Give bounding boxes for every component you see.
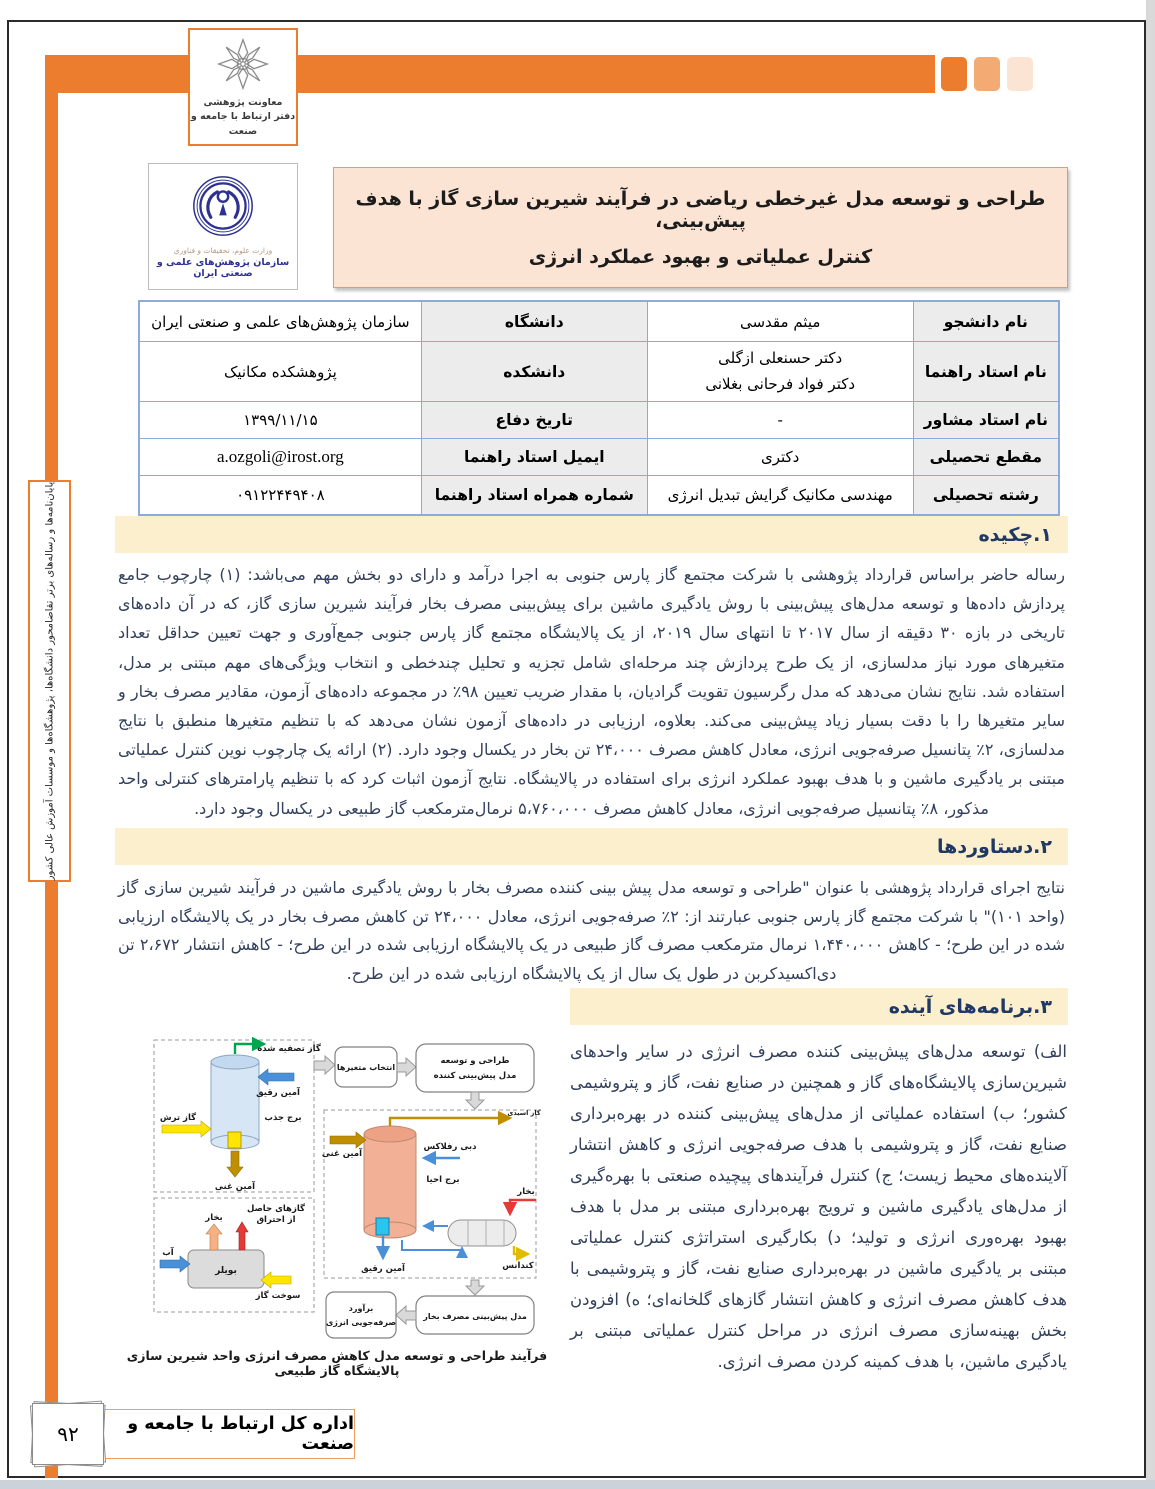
advisor-email: a.ozgoli@irost.org <box>216 447 344 466</box>
lean-amine-arrow <box>258 1069 294 1085</box>
table-label: نام استاد مشاور <box>913 402 1058 438</box>
dept-logo-line2: دفتر ارتباط با جامعه و صنعت <box>190 111 296 137</box>
table-value: مهندسی مکانیک گرایش تبدیل انرژی <box>647 476 913 514</box>
department-logo-box <box>188 28 298 146</box>
header-accent-bar <box>45 55 935 93</box>
figure-label-flue-gas-2: از احتراق <box>256 1215 296 1225</box>
figure-label-predict-model: مدل پیش‌بینی مصرف بخار <box>423 1312 527 1321</box>
achievements-text: نتایج اجرای قرارداد پژوهشی با عنوان "طراحی و توسعه مدل پیش بینی کننده مصرف بخار با روش یادگیری ماشین در فرآیند شیرین سازی گاز (واحد ۱۰۱)" با شرکت مجتمع گاز پارس جنوبی عبارتند از: ۲٪ صرفه‌جویی انرژی، معادل ۲۴،۰۰۰ تن کاهش مصرف بخار در یک پالایشگاه ارزیابی شده در این طرح؛ - کاهش ۱،۴۴۰،۰۰۰ نرمال مترمکعب مصرف گاز طبیعی در یک پالایشگاه ارزیابی شده در این طرح؛ - کاهش انتشار ۲،۶۷۲ تن دی‌اکسیدکربن در طول یک سال از یک پالایشگاه ارزیابی شده در این طرح. <box>118 878 1066 983</box>
footer-office-label: اداره کل ارتباط با جامعه و صنعت <box>103 1409 355 1459</box>
figure-label-estimate-1: برآورد <box>348 1304 374 1313</box>
table-value: پژوهشکده مکانیک <box>223 362 337 381</box>
dept-emblem-icon <box>215 77 271 96</box>
page-number-box <box>32 1403 104 1465</box>
figure-label-flue-gas-1: گازهای حاصل <box>247 1204 305 1214</box>
table-value: - <box>647 402 913 438</box>
thesis-title-block <box>333 167 1068 288</box>
future-plans-text: الف) توسعه مدل‌های پیش‌بینی کننده مصرف انرژی در سایر واحدهای شیرین‌سازی پالایشگاه‌های گاز و همچنین در صنایع نفت، گاز و پتروشیمی کشور؛ ب) استفاده عملیاتی از مدل‌های پیش‌بینی کننده در بهره‌برداری صنایع نفت، گاز و پتروشیمی با هدف صرفه‌جویی انرژی و کاهش انتشار آلاینده‌های محیط زیست؛ ج) کنترل فرآیندهای پیچیده صنعتی با بهره‌گیری از مدل‌های یادگیری ماشین و ترویج بهره‌برداری مبتنی بر مدل با هدف بهبود بهره‌وری انرژی و تولید؛ د) بکارگیری استراتژی کنترل عملیاتی مبتنی بر یادگیری ماشین در بهره‌برداری صنایع نفت، گاز و پتروشیمی با هدف کاهش مصرف انرژی و کاهش انتشار گازهای گلخانه‌ای؛ ه) افزودن بخش بهینه‌سازی مصرف انرژی در مراحل کنترل عملیاتی مبتنی بر یادگیری ماشین، با هدف کمینه کردن مصرف انرژی. <box>570 1042 1067 1371</box>
reboiler-vessel <box>448 1220 516 1246</box>
design-model-box <box>416 1044 534 1092</box>
dept-logo-line1: معاونت پژوهشی <box>203 97 283 108</box>
flow-arrow <box>397 1058 416 1076</box>
info-table <box>138 300 1060 516</box>
estimate-savings-box <box>326 1292 396 1338</box>
table-row <box>140 302 1058 342</box>
figure-label-steam-reg: بخار <box>517 1187 535 1197</box>
table-value: ۱۳۹۹/۱۱/۱۵ <box>243 411 318 429</box>
org-logo-line2: سازمان پژوهش‌های علمی و صنعتی ایران <box>156 257 290 279</box>
accent-square-2 <box>974 57 1000 91</box>
table-label: رشته تحصیلی <box>913 476 1058 514</box>
figure-label-rich-amine-reg: آمین غنی <box>321 1149 363 1159</box>
regenerator-valve <box>376 1218 389 1235</box>
figure-label-lean-amine: آمین رقیق <box>256 1088 300 1098</box>
absorber-column <box>211 1055 259 1149</box>
figure-label-lean-amine-reg: آمین رقیق <box>361 1264 405 1274</box>
figure-label-treated-gas: گاز تصفیه شده <box>257 1044 321 1054</box>
flow-arrow <box>396 1306 416 1324</box>
regenerator-column <box>364 1126 416 1238</box>
figure-label-absorber: برج جذب <box>264 1113 302 1123</box>
water-arrow <box>160 1256 190 1272</box>
steam-reg-arrow <box>510 1200 536 1214</box>
figure-label-rich-amine: آمین غنی <box>214 1182 256 1192</box>
figure-label-sour-gas: گاز ترش <box>159 1113 197 1123</box>
accent-square-3 <box>1007 57 1033 91</box>
sidebar-vertical-text: پایان‌نامه‌ها و رساله‌های برتر تقاضامحور دانشگاه‌ها، پژوهشگاه‌ها و موسسات آموزش عالی کشور <box>44 481 55 881</box>
table-row <box>140 439 1058 476</box>
org-logo-line1: وزارت علوم، تحقیقات و فناوری <box>173 246 273 255</box>
rich-amine-arrow <box>227 1151 243 1177</box>
figure-label-design-2: مدل پیش‌بینی کننده <box>433 1071 517 1081</box>
acid-gas-arrow <box>390 1118 510 1126</box>
fuel-gas-arrow <box>261 1272 291 1288</box>
table-value: سازمان پژوهش‌های علمی و صنعتی ایران <box>151 312 410 331</box>
table-label: ایمیل استاد راهنما <box>421 439 647 475</box>
boiler-steam-arrow <box>206 1224 222 1250</box>
table-row <box>140 476 1058 514</box>
advisor-phone: ۰۹۱۲۲۴۴۹۴۰۸ <box>236 486 325 504</box>
figure-label-select-vars: انتخاب متغیرها <box>336 1063 396 1072</box>
flow-arrow <box>314 1056 335 1074</box>
flue-gas-arrow <box>236 1222 248 1250</box>
table-label: نام استاد راهنما <box>913 342 1058 401</box>
table-label: دانشکده <box>421 342 647 401</box>
figure-label-boiler: بویلر <box>215 1266 237 1276</box>
figure-caption: فرآیند طراحی و توسعه مدل کاهش مصرف انرژی واحد شیرین سازی پالایشگاه گاز طبیعی <box>126 1348 548 1378</box>
absorber-valve <box>228 1132 241 1148</box>
table-value: دکتری <box>647 439 913 475</box>
section-heading-achievements: ۲.دستاوردها <box>115 828 1068 865</box>
rich-amine-reg-arrow <box>330 1132 366 1148</box>
section-heading-abstract: ۱.چکیده <box>115 516 1068 553</box>
accent-square-1 <box>941 57 967 91</box>
table-row <box>140 342 1058 402</box>
figure-label-water: آب <box>162 1248 174 1258</box>
abstract-text: رساله حاضر براساس قرارداد پژوهشی با شرکت مجتمع گاز پارس جنوبی به اجرا درآمد و دارای دو بخش مهم می‌باشد: (۱) چارچوب جامع پردازش داده‌ها و توسعه مدل‌های پیش‌بینی با روش یادگیری ماشین برای پیش‌بینی مصرف بخار فرآیند شیرین سازی گاز، که در آن داده‌های تاریخی در بازه ۳۰ دقیقه از سال ۲۰۱۷ تا انتهای سال ۲۰۱۹، از یک پالایشگاه مجتمع گاز پارس جنوبی جمع‌آوری و جهت تعیین حداقل تعداد متغیرهای مورد نیاز مدلسازی، از یک طرح پردازش چند مرحله‌ای شامل تجزیه و تحلیل چندخطی و انتخاب ویژگی‌های مهم مبتنی بر مدل، استفاده شد. نتایج نشان می‌دهد که مدل رگرسیون تقویت گرادیان، با مقدار ضریب تعیین ۹۸٪ در مجموعه داده‌های آزمون، مقادیر مصرف بخار و سایر متغیرها را با دقت بسیار زیاد پیش‌بینی می‌کند. بعلاوه، ارزیابی در داده‌های آزمون نشان می‌دهد که با تنظیم متغیرها منطبق با نتایج مدلسازی، ۲٪ پتانسیل صرفه‌جویی انرژی، معادل کاهش مصرف ۲۴،۰۰۰ تن بخار در یکسال وجود دارد. (۲) ارائه یک چارچوب نوین کنترل عملیاتی مبتنی بر یادگیری ماشین و با هدف بهبود عملکرد انرژی برای استفاده در پالایشگاه. نتایج آزمون اثبات کرد که با تنظیم پارامترهای کنترلی واحد مذکور، ۸٪ پتانسیل صرفه‌جویی انرژی، معادل کاهش مصرف ۵،۷۶۰،۰۰۰ نرمال‌مترمکعب گاز طبیعی در یکسال وجود دارد. <box>118 565 1066 818</box>
page-edge-bottom <box>0 1480 1155 1489</box>
table-label: مقطع تحصیلی <box>913 439 1058 475</box>
flow-arrow <box>466 1280 484 1295</box>
figure-label-boiler-steam: بخار <box>205 1213 223 1223</box>
table-label: شماره همراه استاد راهنما <box>421 476 647 514</box>
figure-label-regenerator: برج احیا <box>426 1175 460 1185</box>
figure-label-design-1: طراحی و توسعه <box>440 1056 510 1066</box>
advisor-name-2: دکتر فواد فرحانی بغلانی <box>705 374 856 393</box>
figure-label-acid-gas: گاز اسیدی <box>507 1109 541 1117</box>
thesis-title-line2: کنترل عملیاتی و بهبود عملکرد انرژی <box>528 245 873 268</box>
advisor-name-1: دکتر حسنعلی ازگلی <box>718 349 843 367</box>
figure-label-fuel-gas: سوخت گاز <box>255 1291 301 1301</box>
page-edge-right <box>1146 0 1155 1489</box>
org-logo-box <box>148 163 298 290</box>
table-label: نام دانشجو <box>913 302 1058 341</box>
page-number: ۹۲ <box>32 1403 104 1465</box>
figure-label-reflux: دبی رفلاکس <box>423 1142 477 1152</box>
figure-label-condensate: کندانس <box>502 1261 534 1271</box>
sour-gas-arrow <box>162 1121 211 1137</box>
table-label: دانشگاه <box>421 302 647 341</box>
table-row <box>140 402 1058 439</box>
process-figure <box>126 1032 548 1378</box>
condensate-arrow <box>514 1246 528 1254</box>
table-label: تاریخ دفاع <box>421 402 647 438</box>
figure-label-estimate-2: صرفه‌جویی انرژی <box>325 1318 397 1327</box>
org-emblem-icon <box>191 223 255 242</box>
section-heading-future: ۳.برنامه‌های آینده <box>570 988 1068 1025</box>
thesis-title-line1: طراحی و توسعه مدل غیرخطی ریاضی در فرآیند شیرین سازی گاز با هدف پیش‌بینی، <box>355 187 1046 232</box>
table-value: میثم مقدسی <box>647 302 913 341</box>
sidebar-banner <box>28 480 71 882</box>
flow-arrow <box>466 1092 484 1109</box>
table-value <box>647 342 913 401</box>
